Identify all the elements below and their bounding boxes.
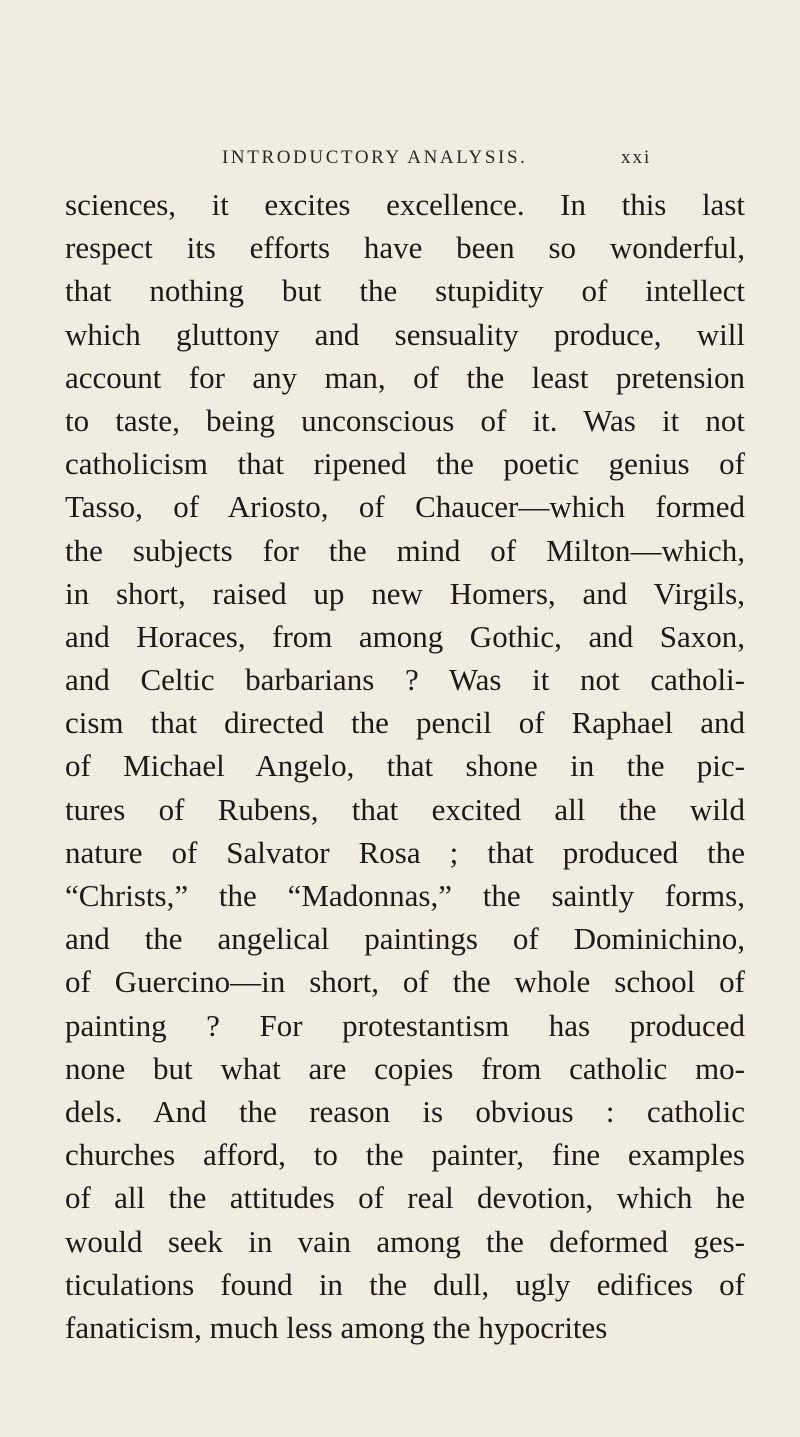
- text-line: to taste, being unconscious of it. Was it not: [65, 402, 745, 438]
- text-line: none but what are copies from catholic mo-: [65, 1050, 745, 1086]
- text-line: that nothing but the stupidity of intellect: [65, 273, 745, 309]
- text-line: painting ? For protestantism has produced: [65, 1007, 745, 1043]
- text-line: and the angelical paintings of Dominichino,: [65, 921, 745, 957]
- text-line: ticulations found in the dull, ugly edifices of: [65, 1266, 745, 1302]
- text-line: fanaticism, much less among the hypocrites: [65, 1309, 608, 1345]
- text-line: tures of Rubens, that excited all the wild: [65, 791, 745, 827]
- text-line: dels. And the reason is obvious : catholic: [65, 1093, 745, 1129]
- running-title: INTRODUCTORY ANALYSIS.: [222, 147, 528, 168]
- body-paragraph: [65, 183, 745, 1349]
- text-line: respect its efforts have been so wonderful,: [65, 230, 745, 266]
- text-line: would seek in vain among the deformed ges-: [65, 1223, 745, 1259]
- text-line: which gluttony and sensuality produce, will: [65, 316, 745, 352]
- text-line: of all the attitudes of real devotion, which he: [65, 1180, 745, 1216]
- page-number: xxi: [621, 147, 652, 168]
- text-line: nature of Salvator Rosa ; that produced the: [65, 834, 745, 870]
- text-line: of Guercino—in short, of the whole school of: [65, 964, 745, 1000]
- text-line: catholicism that ripened the poetic genius of: [65, 446, 745, 482]
- text-line: “Christs,” the “Madonnas,” the saintly forms,: [65, 878, 745, 913]
- running-header: [0, 147, 800, 177]
- text-line: sciences, it excites excellence. In this last: [65, 187, 745, 222]
- text-line: and Celtic barbarians ? Was it not catholi-: [65, 662, 745, 698]
- text-line: in short, raised up new Homers, and Virgils,: [65, 575, 745, 611]
- text-line: cism that directed the pencil of Raphael and: [65, 705, 745, 741]
- text-line: Tasso, of Ariosto, of Chaucer—which formed: [65, 489, 745, 525]
- text-line: and Horaces, from among Gothic, and Saxon,: [65, 618, 745, 654]
- text-line: account for any man, of the least pretension: [65, 359, 745, 395]
- text-line: churches afford, to the painter, fine examples: [65, 1137, 745, 1173]
- text-line: the subjects for the mind of Milton—which,: [65, 532, 745, 568]
- text-line: of Michael Angelo, that shone in the pic-: [65, 748, 745, 784]
